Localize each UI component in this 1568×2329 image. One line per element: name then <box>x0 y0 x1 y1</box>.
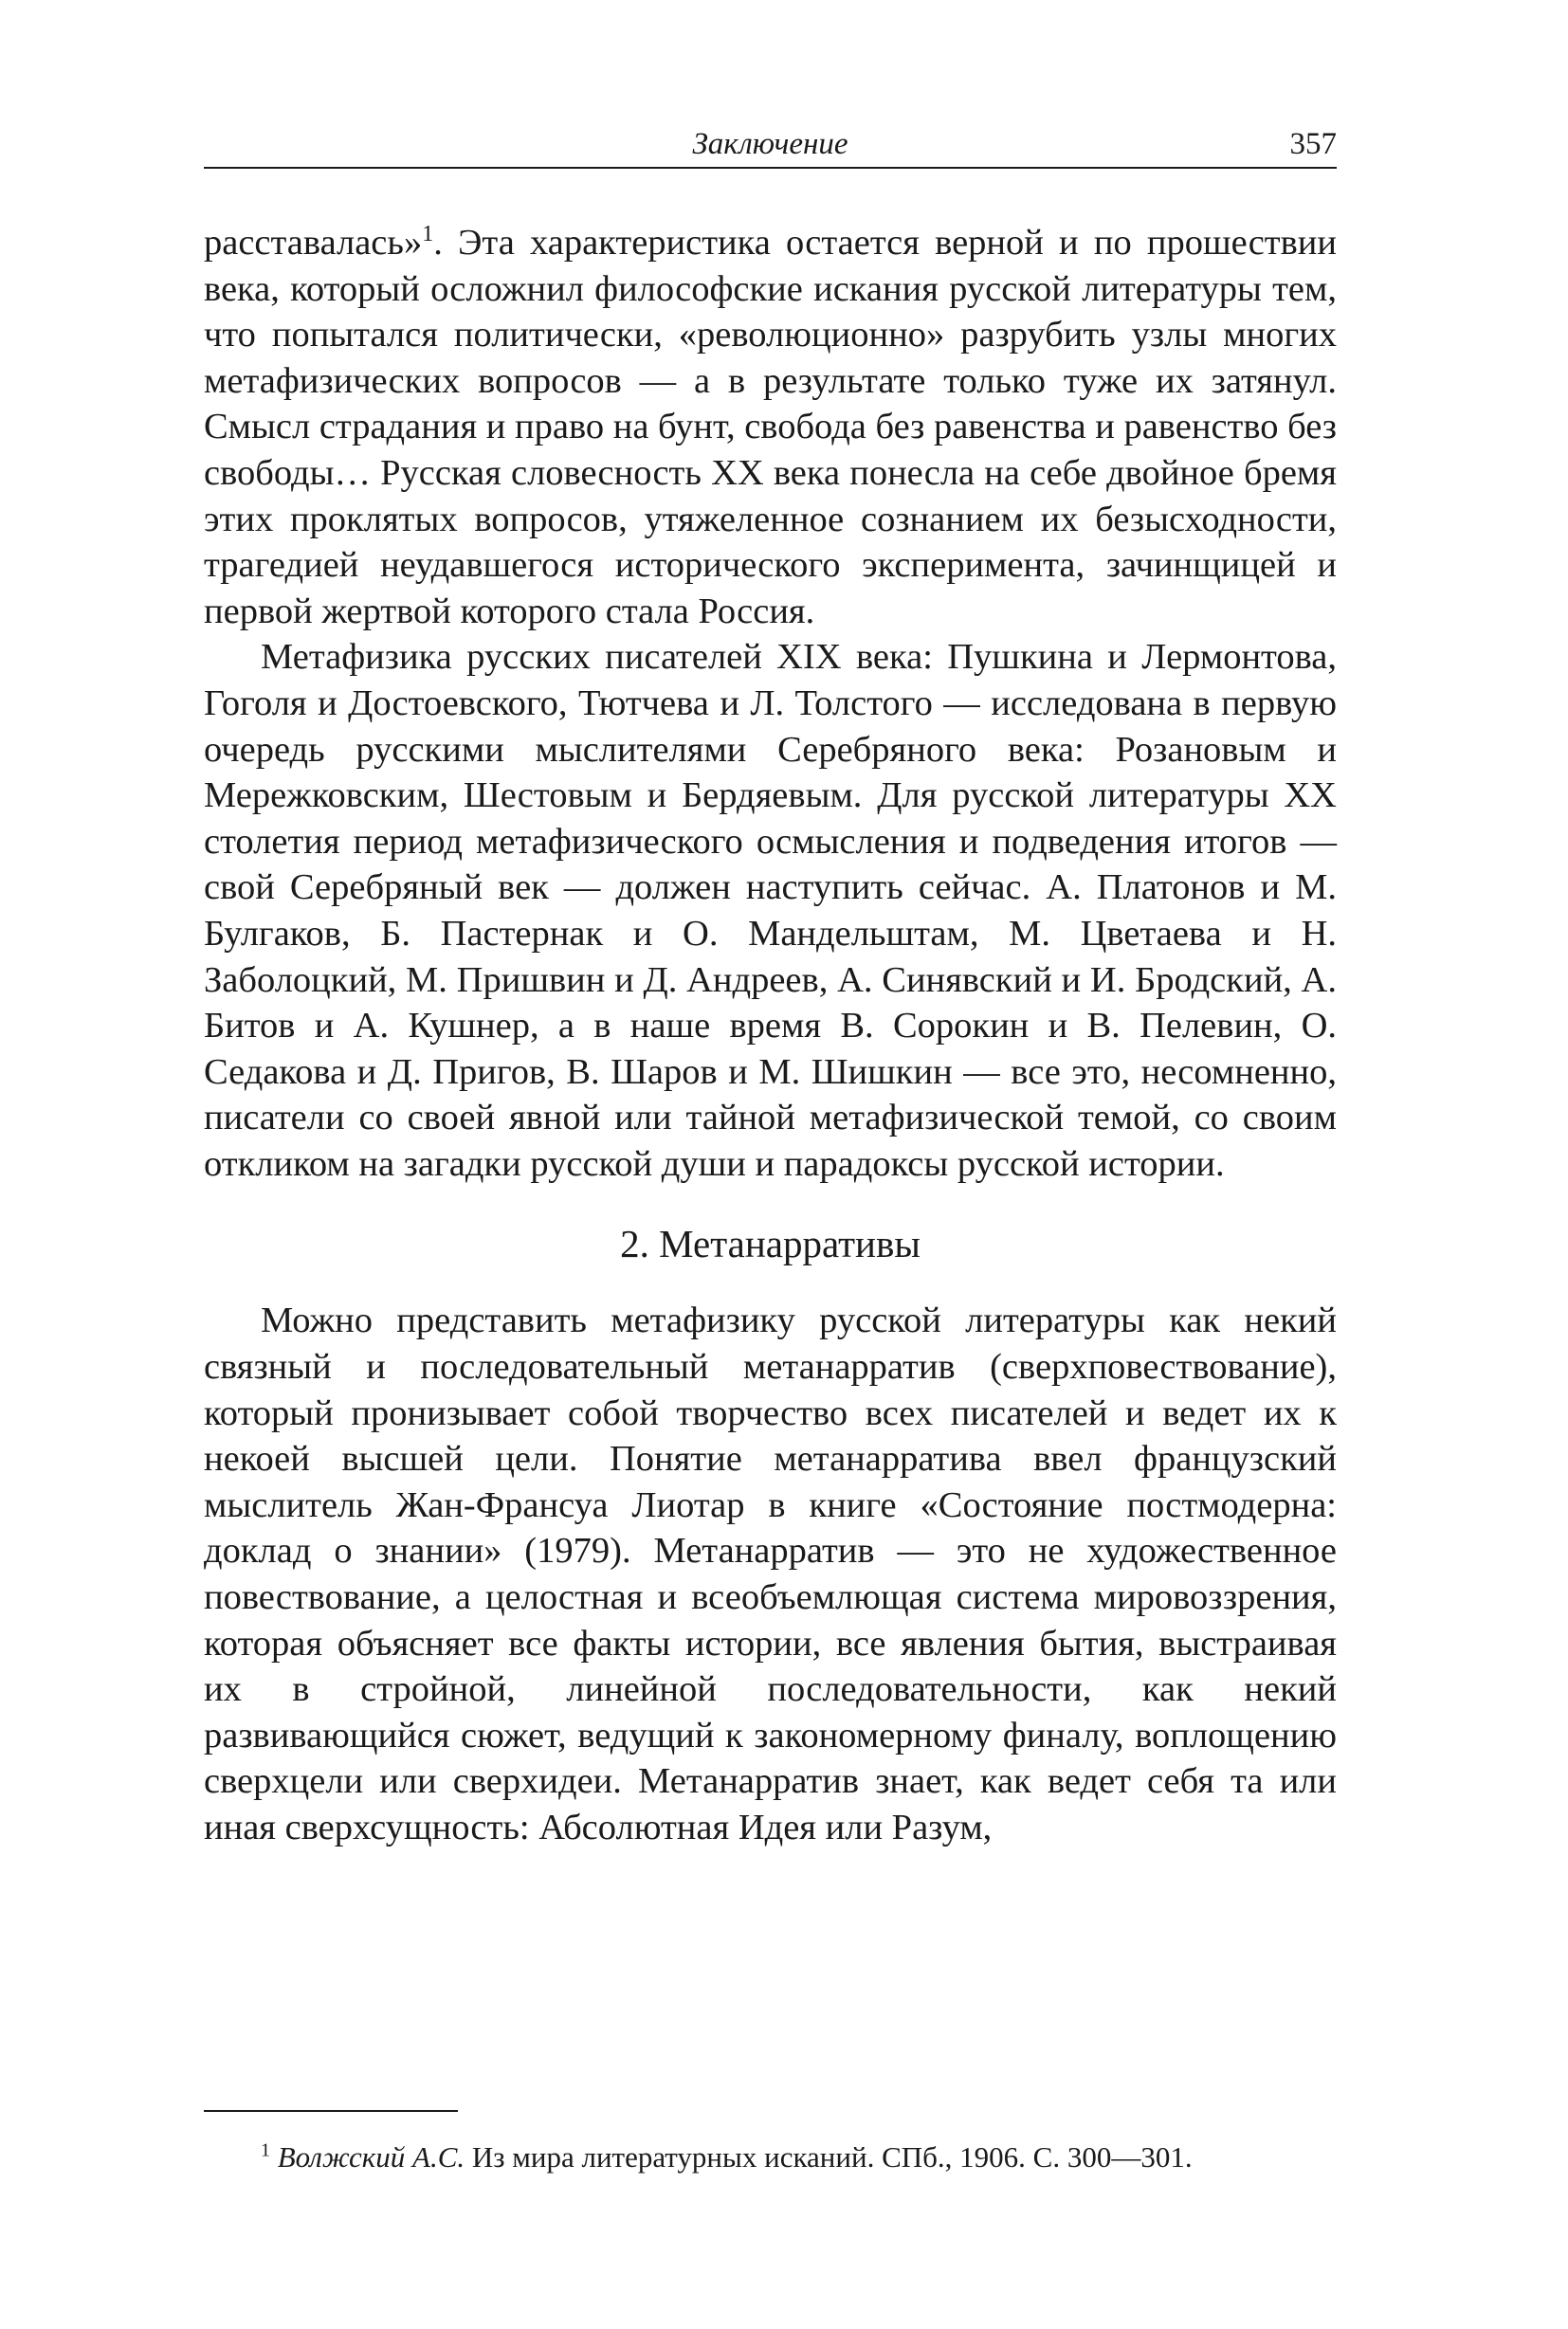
footnote-divider <box>204 2110 458 2112</box>
footnote-author: Волжский А.С. <box>277 2140 465 2174</box>
footnote-reference[interactable]: 1 <box>422 222 434 247</box>
footnote <box>261 2138 1337 2176</box>
section-heading: 2. Метанарративы <box>620 1222 921 1266</box>
paragraph-1-start: расставалась» <box>204 223 423 263</box>
page-header <box>204 121 1337 169</box>
paragraph-2: Метафизика русских писателей XIX века: Пушкина и Лермонтова, Гоголя и Достоевского, Тютчева и Л. Толстого — исследована в первую очередь русскими мыслителями Серебряного века: Розановым и Мережковским, Шестовым и Бердяевым. Для русской литературы XX столетия период метафизического осмысления и подведения итогов — свой Серебряный век — должен наступить сейчас. А. Платонов и М. Булгаков, Б. Пастернак и О. Мандельштам, М. Цветаева и Н. Заболоцкий, М. Пришвин и Д. Андреев, А. Синявский и И. Бродский, А. Битов и А. Кушнер, а в наше время В. Сорокин и В. Пелевин, О. Седакова и Д. Пригов, В. Шаров и М. Шишкин — все это, несомненно, писатели со своей явной или тайной метафизической темой, со своим откликом на загадки русской души и парадоксы русской истории. <box>204 637 1337 1184</box>
paragraph-1-rest: . Эта характеристика остается верной и по прошествии века, который осложнил философские искания русской литературы тем, что попытался политически, «революционно» разрубить узлы многих метафизических вопросов — а в результате только туже их затянул. Смысл страдания и право на бунт, свобода без равенства и равенство без свободы… Русская словесность XX века понесла на себе двойное бремя этих проклятых вопросов, утяжеленное сознанием их безысходности, трагедией неудавшегося исторического эксперимента, зачинщицей и первой жертвой которого стала Россия. <box>204 223 1338 631</box>
main-text <box>204 220 1337 1851</box>
page-number: 357 <box>1289 127 1337 161</box>
footnote-text: Из мира литературных исканий. СПб., 1906. С. 300—301. <box>465 2140 1193 2174</box>
running-head: Заключение <box>692 127 848 161</box>
paragraph-3: Можно представить метафизику русской литературы как некий связный и последовательный метанарратив (сверхповествование), который пронизывает собой творчество всех писателей и ведет их к некоей высшей цели. Понятие метанарратива ввел французский мыслитель Жан-Франсуа Лиотар в книге «Состояние постмодерна: доклад о знании» (1979). Метанарратив — это не художественное повествование, а целостная и всеобъемлющая система мировоззрения, которая объясняет все факты истории, все явления бытия, выстраивая их в стройной, линейной последовательности, как некий развивающийся сюжет, ведущий к закономерному финалу, воплощению сверхцели или сверхидеи. Метанарратив знает, как ведет себя та или иная сверхсущность: Абсолютная Идея или Разум, <box>204 1301 1337 1847</box>
footnote-marker: 1 <box>261 2139 270 2161</box>
paragraph-1 <box>204 220 1337 634</box>
